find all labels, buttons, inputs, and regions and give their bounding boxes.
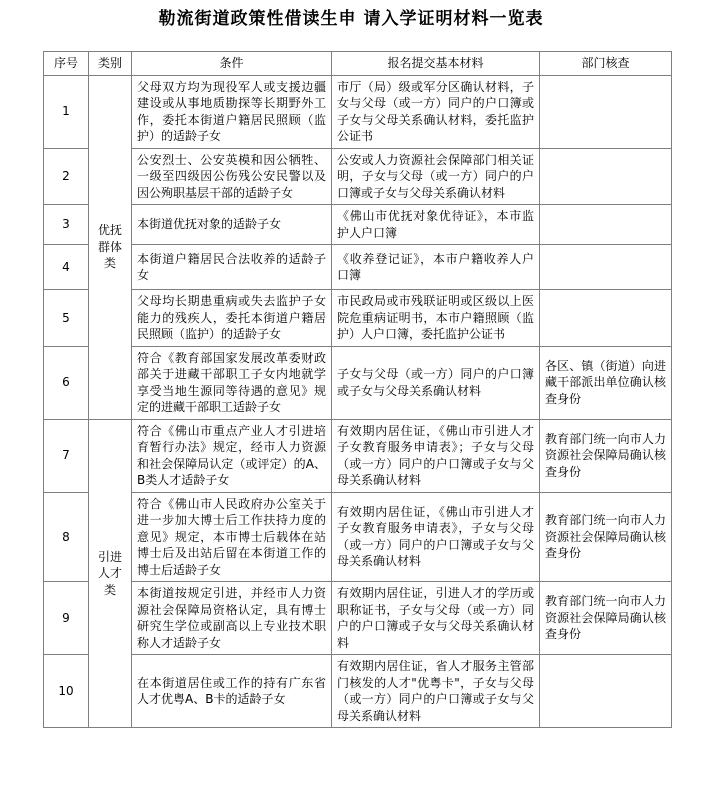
materials-cell: 《收养登记证》，本市户籍收养人户口簿 — [332, 245, 540, 290]
row-number-cell: 9 — [44, 582, 89, 655]
table-row — [44, 419, 672, 492]
condition-cell: 父母均长期患重病或失去监护子女能力的残疾人，委托本街道户籍居民照顾（监护）的适龄子女 — [132, 290, 332, 347]
condition-cell: 符合《佛山市人民政府办公室关于进一步加大博士后工作扶持力度的意见》规定，本市博士后载体在站博士后及出站后留在本街道工作的博士后适龄子女 — [132, 492, 332, 582]
materials-cell: 有效期内居住证，省人才服务主管部门核发的人才"优粤卡"，子女与父母（或一方）同户的户口簿或子女与父母关系确认材料 — [332, 655, 540, 728]
header-verification: 部门核查 — [540, 52, 672, 76]
condition-cell: 符合《教育部国家发展改革委财政部关于进藏干部职工子女内地就学享受当地生源同等待遇的意见》规定的进藏干部职工适龄子女 — [132, 346, 332, 419]
condition-cell: 本街道户籍居民合法收养的适龄子女 — [132, 245, 332, 290]
table-row — [44, 346, 672, 419]
table-row — [44, 75, 672, 148]
condition-cell: 本街道按规定引进，并经市人力资源社会保障局资格认定，具有博士研究生学位或副高以上专业技术职称人才适龄子女 — [132, 582, 332, 655]
verification-cell — [540, 148, 672, 205]
row-number-cell: 4 — [44, 245, 89, 290]
verification-cell — [540, 205, 672, 245]
verification-cell: 各区、镇（街道）向进藏干部派出单位确认核查身份 — [540, 346, 672, 419]
table-row — [44, 245, 672, 290]
row-number-cell: 8 — [44, 492, 89, 582]
materials-cell: 市厅（局）级或军分区确认材料，子女与父母（或一方）同户的户口簿或子女与父母关系确认材料，委托监护公证书 — [332, 75, 540, 148]
materials-table — [43, 51, 672, 728]
category-cell: 优抚群体类 — [89, 75, 132, 419]
table-body — [44, 75, 672, 728]
row-number-cell: 7 — [44, 419, 89, 492]
row-number-cell: 3 — [44, 205, 89, 245]
verification-cell: 教育部门统一向市人力资源社会保障局确认核查身份 — [540, 419, 672, 492]
page-title: 勒流街道政策性借读生申 请入学证明材料一览表 — [158, 9, 544, 29]
verification-cell — [540, 655, 672, 728]
row-number-cell: 2 — [44, 148, 89, 205]
materials-cell: 有效期内居住证，《佛山市引进人才子女教育服务申请表》，子女与父母（或一方）同户的户口簿或子女与父母关系确认材料 — [332, 492, 540, 582]
category-cell: 引进人才类 — [89, 419, 132, 728]
materials-cell: 有效期内居住证，《佛山市引进人才子女教育服务申请表》；子女与父母（或一方）同户的户口簿或子女与父母关系确认材料 — [332, 419, 540, 492]
materials-cell: 公安或人力资源社会保障部门相关证明，子女与父母（或一方）同户的户口簿或子女与父母关系确认材料 — [332, 148, 540, 205]
verification-cell: 教育部门统一向市人力资源社会保障局确认核查身份 — [540, 582, 672, 655]
materials-cell: 《佛山市优抚对象优待证》，本市监护人户口簿 — [332, 205, 540, 245]
table-row — [44, 655, 672, 728]
verification-cell — [540, 245, 672, 290]
table-row — [44, 148, 672, 205]
row-number-cell: 10 — [44, 655, 89, 728]
condition-cell: 公安烈士、公安英模和因公牺牲、一级至四级因公伤残公安民警以及因公殉职基层干部的适龄子女 — [132, 148, 332, 205]
materials-cell: 市民政局或市残联证明或区级以上医院危重病证明书，本市户籍照顾（监护）人户口簿，委托监护公证书 — [332, 290, 540, 347]
header-condition: 条件 — [132, 52, 332, 76]
condition-cell: 在本街道居住或工作的持有广东省人才优粤A、B卡的适龄子女 — [132, 655, 332, 728]
condition-cell: 本街道优抚对象的适龄子女 — [132, 205, 332, 245]
table-header-row — [44, 52, 672, 76]
verification-cell: 教育部门统一向市人力资源社会保障局确认核查身份 — [540, 492, 672, 582]
verification-cell — [540, 290, 672, 347]
header-category: 类别 — [89, 52, 132, 76]
header-no: 序号 — [44, 52, 89, 76]
table-row — [44, 582, 672, 655]
table-row — [44, 492, 672, 582]
row-number-cell: 6 — [44, 346, 89, 419]
row-number-cell: 1 — [44, 75, 89, 148]
materials-cell: 有效期内居住证，引进人才的学历或职称证书，子女与父母（或一方）同户的户口簿或子女与父母关系确认材料 — [332, 582, 540, 655]
materials-cell: 子女与父母（或一方）同户的户口簿或子女与父母关系确认材料 — [332, 346, 540, 419]
table-row — [44, 205, 672, 245]
row-number-cell: 5 — [44, 290, 89, 347]
condition-cell: 父母双方均为现役军人或支援边疆建设或从事地质勘探等长期野外工作，委托本街道户籍居民照顾（监护）的适龄子女 — [132, 75, 332, 148]
verification-cell — [540, 75, 672, 148]
table-row — [44, 290, 672, 347]
condition-cell: 符合《佛山市重点产业人才引进培育暂行办法》规定，经市人力资源和社会保障局认定（或评定）的A、B类人才适龄子女 — [132, 419, 332, 492]
header-materials: 报名提交基本材料 — [332, 52, 540, 76]
